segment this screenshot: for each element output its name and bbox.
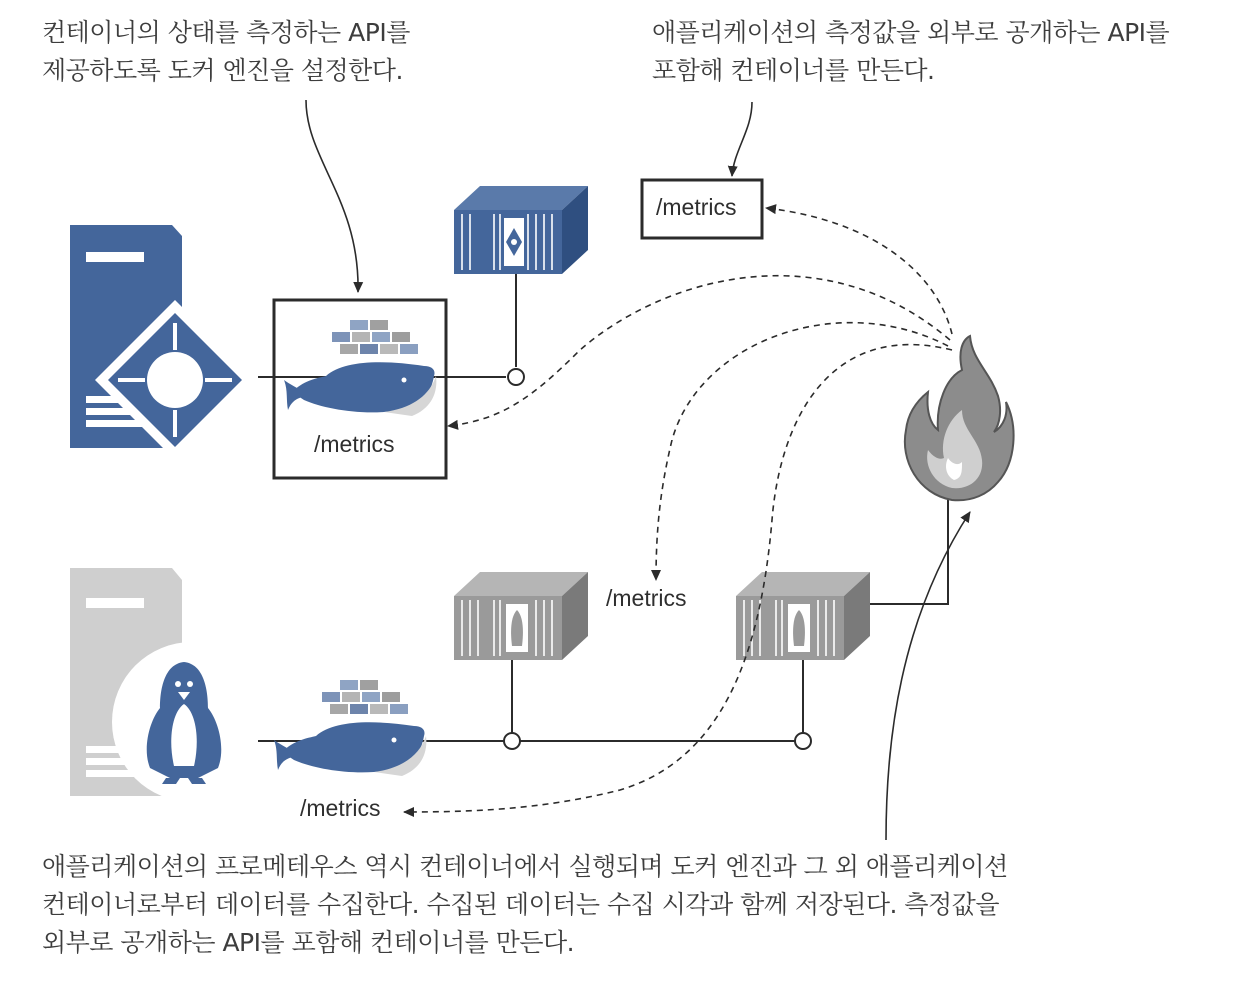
- scrape-arrow-app-metrics: [766, 208, 952, 334]
- prometheus-caption-pointer: [886, 512, 970, 840]
- linux-app-container-icon-2: [736, 572, 870, 660]
- caption-app-api-line-2: 포함해 컨테이너를 만든다.: [652, 56, 935, 85]
- scrape-arrow-windows-engine: [448, 276, 950, 426]
- app-caption-pointer: [732, 102, 752, 176]
- linux-network-node-2: [795, 733, 811, 749]
- caption-prometheus-line-2: 컨테이너로부터 데이터를 수집한다. 수집된 데이터는 수집 시각과 함께 저장된다. 측정값을: [42, 890, 999, 919]
- caption-prometheus-line-1: 애플리케이션의 프로메테우스 역시 컨테이너에서 실행되며 도커 엔진과 그 외 애플리케이션: [42, 852, 1008, 881]
- windows-network-node: [508, 369, 524, 385]
- windows-app-container-icon: [454, 186, 588, 274]
- engine-caption-pointer: [306, 100, 358, 292]
- scrape-arrow-linux-app: [656, 323, 948, 580]
- windows-engine-metrics-label: /metrics: [314, 431, 395, 457]
- windows-server-icon: [70, 225, 255, 460]
- caption-app-api-line-1: 애플리케이션의 측정값을 외부로 공개하는 API를: [652, 18, 1170, 47]
- linux-app-container-icon-1: [454, 572, 588, 660]
- windows-app-metrics-label: /metrics: [656, 194, 737, 220]
- prometheus-container-link: [870, 496, 948, 604]
- caption-engine-api-line-2: 제공하도록 도커 엔진을 설정한다.: [42, 56, 403, 85]
- docker-whale-icon-linux: [274, 680, 426, 776]
- linux-app-metrics-label: /metrics: [606, 585, 687, 611]
- prometheus-flame-icon: [905, 336, 1014, 500]
- caption-engine-api-line-1: 컨테이너의 상태를 측정하는 API를: [42, 18, 410, 47]
- linux-engine-metrics-label: /metrics: [300, 795, 381, 821]
- caption-prometheus-line-3: 외부로 공개하는 API를 포함해 컨테이너를 만든다.: [42, 928, 575, 957]
- linux-network-node-1: [504, 733, 520, 749]
